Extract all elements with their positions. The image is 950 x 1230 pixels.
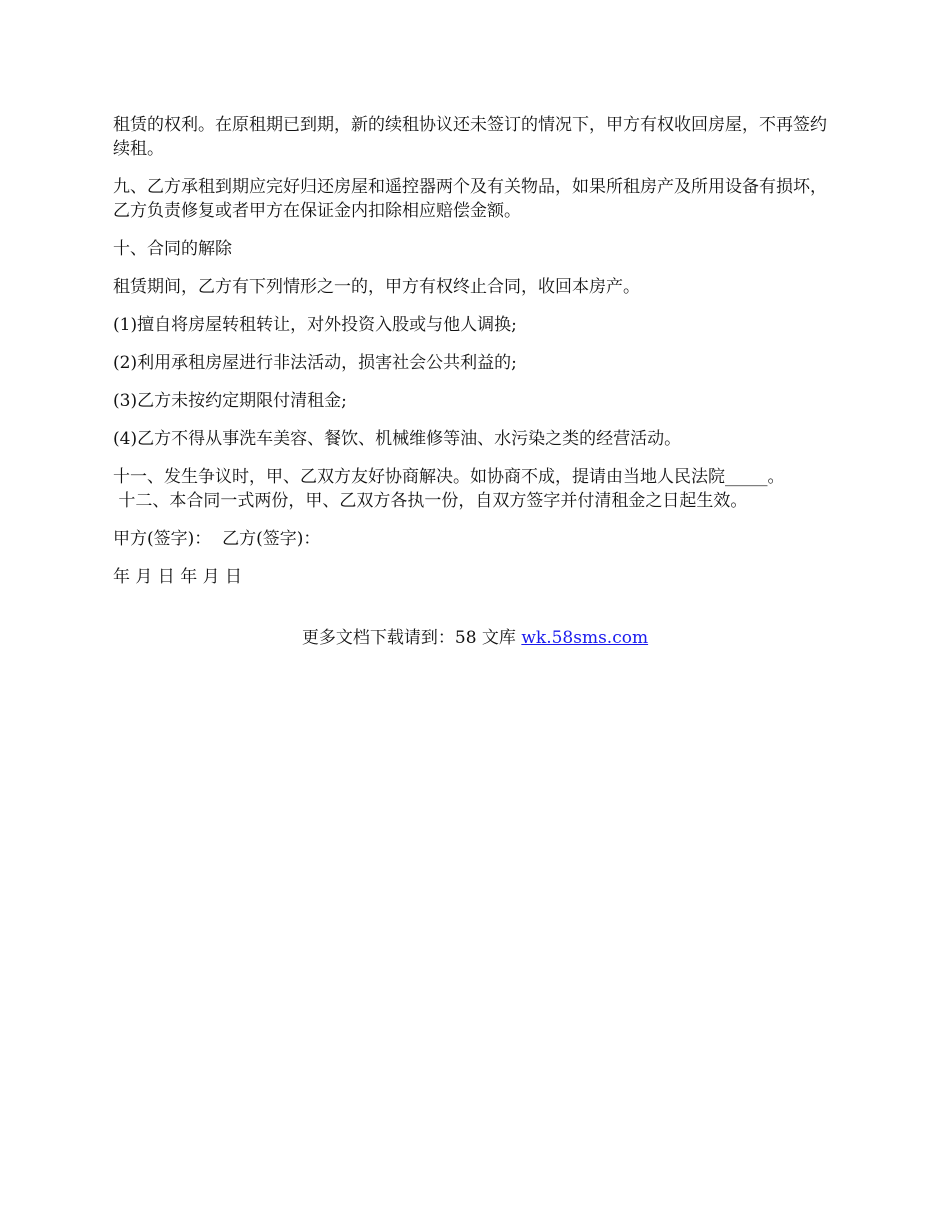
footer-link[interactable]: wk.58sms.com: [521, 628, 649, 648]
heading-clause-10: 十、合同的解除: [113, 239, 232, 259]
paragraph-clause-12: 十二、本合同一式两份，甲、乙双方各执一份，自双方签字并付清租金之日起生效。: [113, 491, 748, 511]
download-footer: [0, 626, 950, 650]
paragraph-clause-11: 十一、发生争议时，甲、乙双方友好协商解决。如协商不成，提请由当地人民法院_____。: [113, 467, 785, 487]
paragraph-termination-intro: 租赁期间，乙方有下列情形之一的，甲方有权终止合同，收回本房产。: [113, 277, 640, 297]
date-line: 年 月 日 年 月 日: [113, 567, 243, 587]
paragraph-clause-9: 九、乙方承租到期应完好归还房屋和遥控器两个及有关物品，如果所租房产及所用设备有损坏，乙方负责修复或者甲方在保证金内扣除相应赔偿金额。: [113, 177, 827, 221]
document-body: [113, 113, 843, 603]
list-item-termination-2: (2)利用承租房屋进行非法活动，损害社会公共利益的;: [113, 353, 517, 373]
signature-line: 甲方(签字)： 乙方(签字)：: [113, 529, 321, 549]
list-item-termination-3: (3)乙方未按约定期限付清租金;: [113, 391, 347, 411]
footer-prefix: 更多文档下载请到：58 文库: [301, 628, 522, 648]
paragraph-lease-rights: 租赁的权利。在原租期已到期，新的续租协议还未签订的情况下，甲方有权收回房屋，不再签约续租。: [113, 115, 827, 159]
list-item-termination-1: (1)擅自将房屋转租转让，对外投资入股或与他人调换;: [113, 315, 517, 335]
list-item-termination-4: (4)乙方不得从事洗车美容、餐饮、机械维修等油、水污染之类的经营活动。: [113, 429, 682, 449]
